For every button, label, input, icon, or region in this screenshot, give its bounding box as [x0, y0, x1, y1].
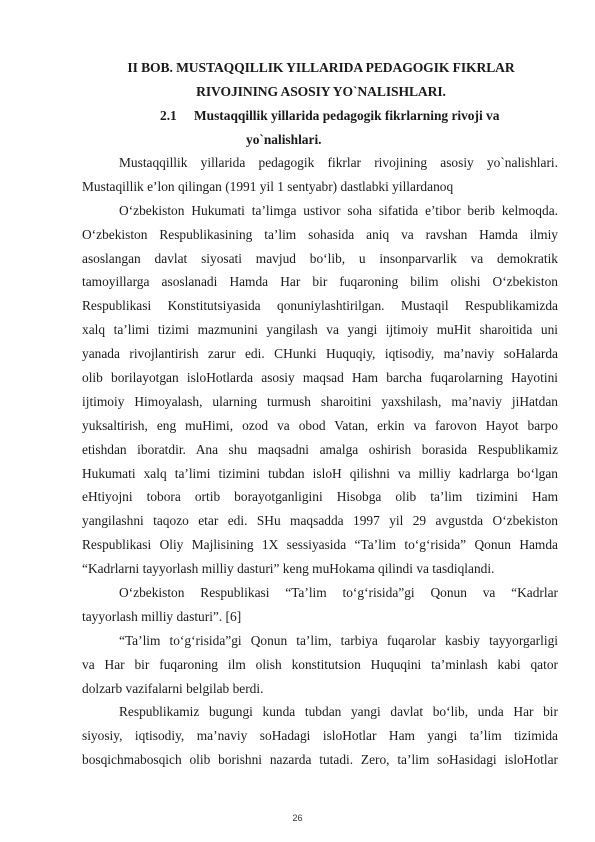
body-text — [82, 151, 558, 772]
text-line: Mustaqqillik yillarida pedagogik fikrlar rivojining asosiy yo`nalishlari. — [119, 155, 558, 170]
text-line: olib borilayotgan isloHotlarda asosiy maqsad Ham barcha fuqarolarning Hayotini — [82, 370, 558, 386]
text-line: tamoyillarga asoslanadi Hamda Har bir fuqaroning bilim olishi O‘zbekiston — [82, 274, 558, 290]
paragraph — [82, 199, 558, 581]
section-number: 2.1 — [160, 108, 177, 123]
text-line: Hukumati xalq ta’limi tizimini tubdan isloH qilishni va milliy kadrlarga bo‘lgan — [82, 465, 558, 481]
page-number: 26 — [292, 813, 303, 823]
text-line: etishdan iboratdir. Ana shu maqsadni amalga oshirish borasida Respublikamiz — [82, 441, 558, 457]
text-line: bosqichmabosqich olib borishni nazarda tutadi. Zero, ta’lim soHasidagi isloHotlar — [82, 752, 558, 768]
text-line: O‘zbekiston Respublikasi “Ta’lim to‘g‘risida”gi Qonun va “Kadrlar — [119, 585, 558, 601]
paragraph — [82, 700, 558, 772]
section-title-line-1: Mustaqqillik yillarida pedagogik fikrlarning rivoji va — [194, 108, 500, 123]
text-line: ijtimoiy Himoyalash, ularning turmush sharoitini yaxshilash, ma’naviy jiHatdan — [82, 393, 558, 409]
text-line: Respublikasi Oliy Majlisining 1X sessiyasida “Ta’lim to‘g‘risida” Qonun Hamda — [82, 537, 558, 553]
text-line: “Kadrlarni tayyorlash milliy dasturi” keng muHokama qilindi va tasdiqlandi. — [82, 561, 495, 577]
text-line: Respublikasi Konstitutsiyasida qonuniylashtirilgan. Mustaqil Respublikamizda — [82, 298, 558, 314]
text-line: eHtiyojni tobora ortib borayotganligini Hisobga olib ta’lim tizimini Ham — [82, 489, 558, 505]
chapter-title-line-2: RIVOJINING ASOSIY YO`NALISHLARI. — [196, 84, 446, 99]
paragraph — [82, 629, 558, 701]
text-line: “Ta’lim to‘g‘risida”gi Qonun ta’lim, tarbiya fuqarolar kasbiy tayyorgarligi — [119, 632, 558, 648]
text-line: Mustaqillik e’lon qilingan (1991 yil 1 sentyabr) dastlabki yillardanoq — [82, 178, 454, 194]
text-line: Respublikamiz bugungi kunda tubdan yangi davlat bo‘lib, unda Har bir — [119, 704, 558, 720]
text-line: yuksaltirish, eng muHimi, ozod va obod Vatan, erkin va farovon Hayot barpo — [82, 417, 558, 433]
text-line: xalq ta’limi tizimi mazmunini yangilash va yangi ijtimoiy muHit sharoitida uni — [82, 322, 558, 338]
text-line: O‘zbekiston Respublikasining ta’lim sohasida aniq va ravshan Hamda ilmiy — [82, 226, 558, 242]
chapter-title-line-1: II BOB. MUSTAQQILLIK YILLARIDA PEDAGOGIK FIKRLAR — [127, 60, 515, 75]
text-line: O‘zbekiston Hukumati ta’limga ustivor soha sifatida e’tibor berib kelmoqda. — [119, 202, 558, 218]
paragraph — [82, 151, 558, 199]
text-line: va Har bir fuqaroning ilm olish konstitutsion Huquqini ta’minlash kabi qator — [82, 656, 558, 672]
text-line: siyosiy, iqtisodiy, ma’naviy soHadagi isloHotlar Ham yangi ta’lim tizimida — [82, 728, 558, 744]
text-line: dolzarb vazifalarni belgilab berdi. — [82, 680, 264, 696]
chapter-title — [111, 56, 531, 104]
text-line: yanada rivojlantirish zarur edi. CHunki Huquqiy, iqtisodiy, ma’naviy soHalarda — [82, 346, 558, 362]
text-line: tayyorlash milliy dasturi”. [6] — [82, 608, 242, 624]
text-line: asoslangan davlat siyosati mavjud bo‘lib, u insonparvarlik va demokratik — [82, 250, 558, 266]
section-title-line-2: yo`nalishlari. — [246, 132, 322, 147]
text-line: yangilashni taqozo etar edi. SHu maqsadda 1997 yil 29 avgustda O‘zbekiston — [82, 513, 558, 529]
paragraph — [82, 581, 558, 629]
